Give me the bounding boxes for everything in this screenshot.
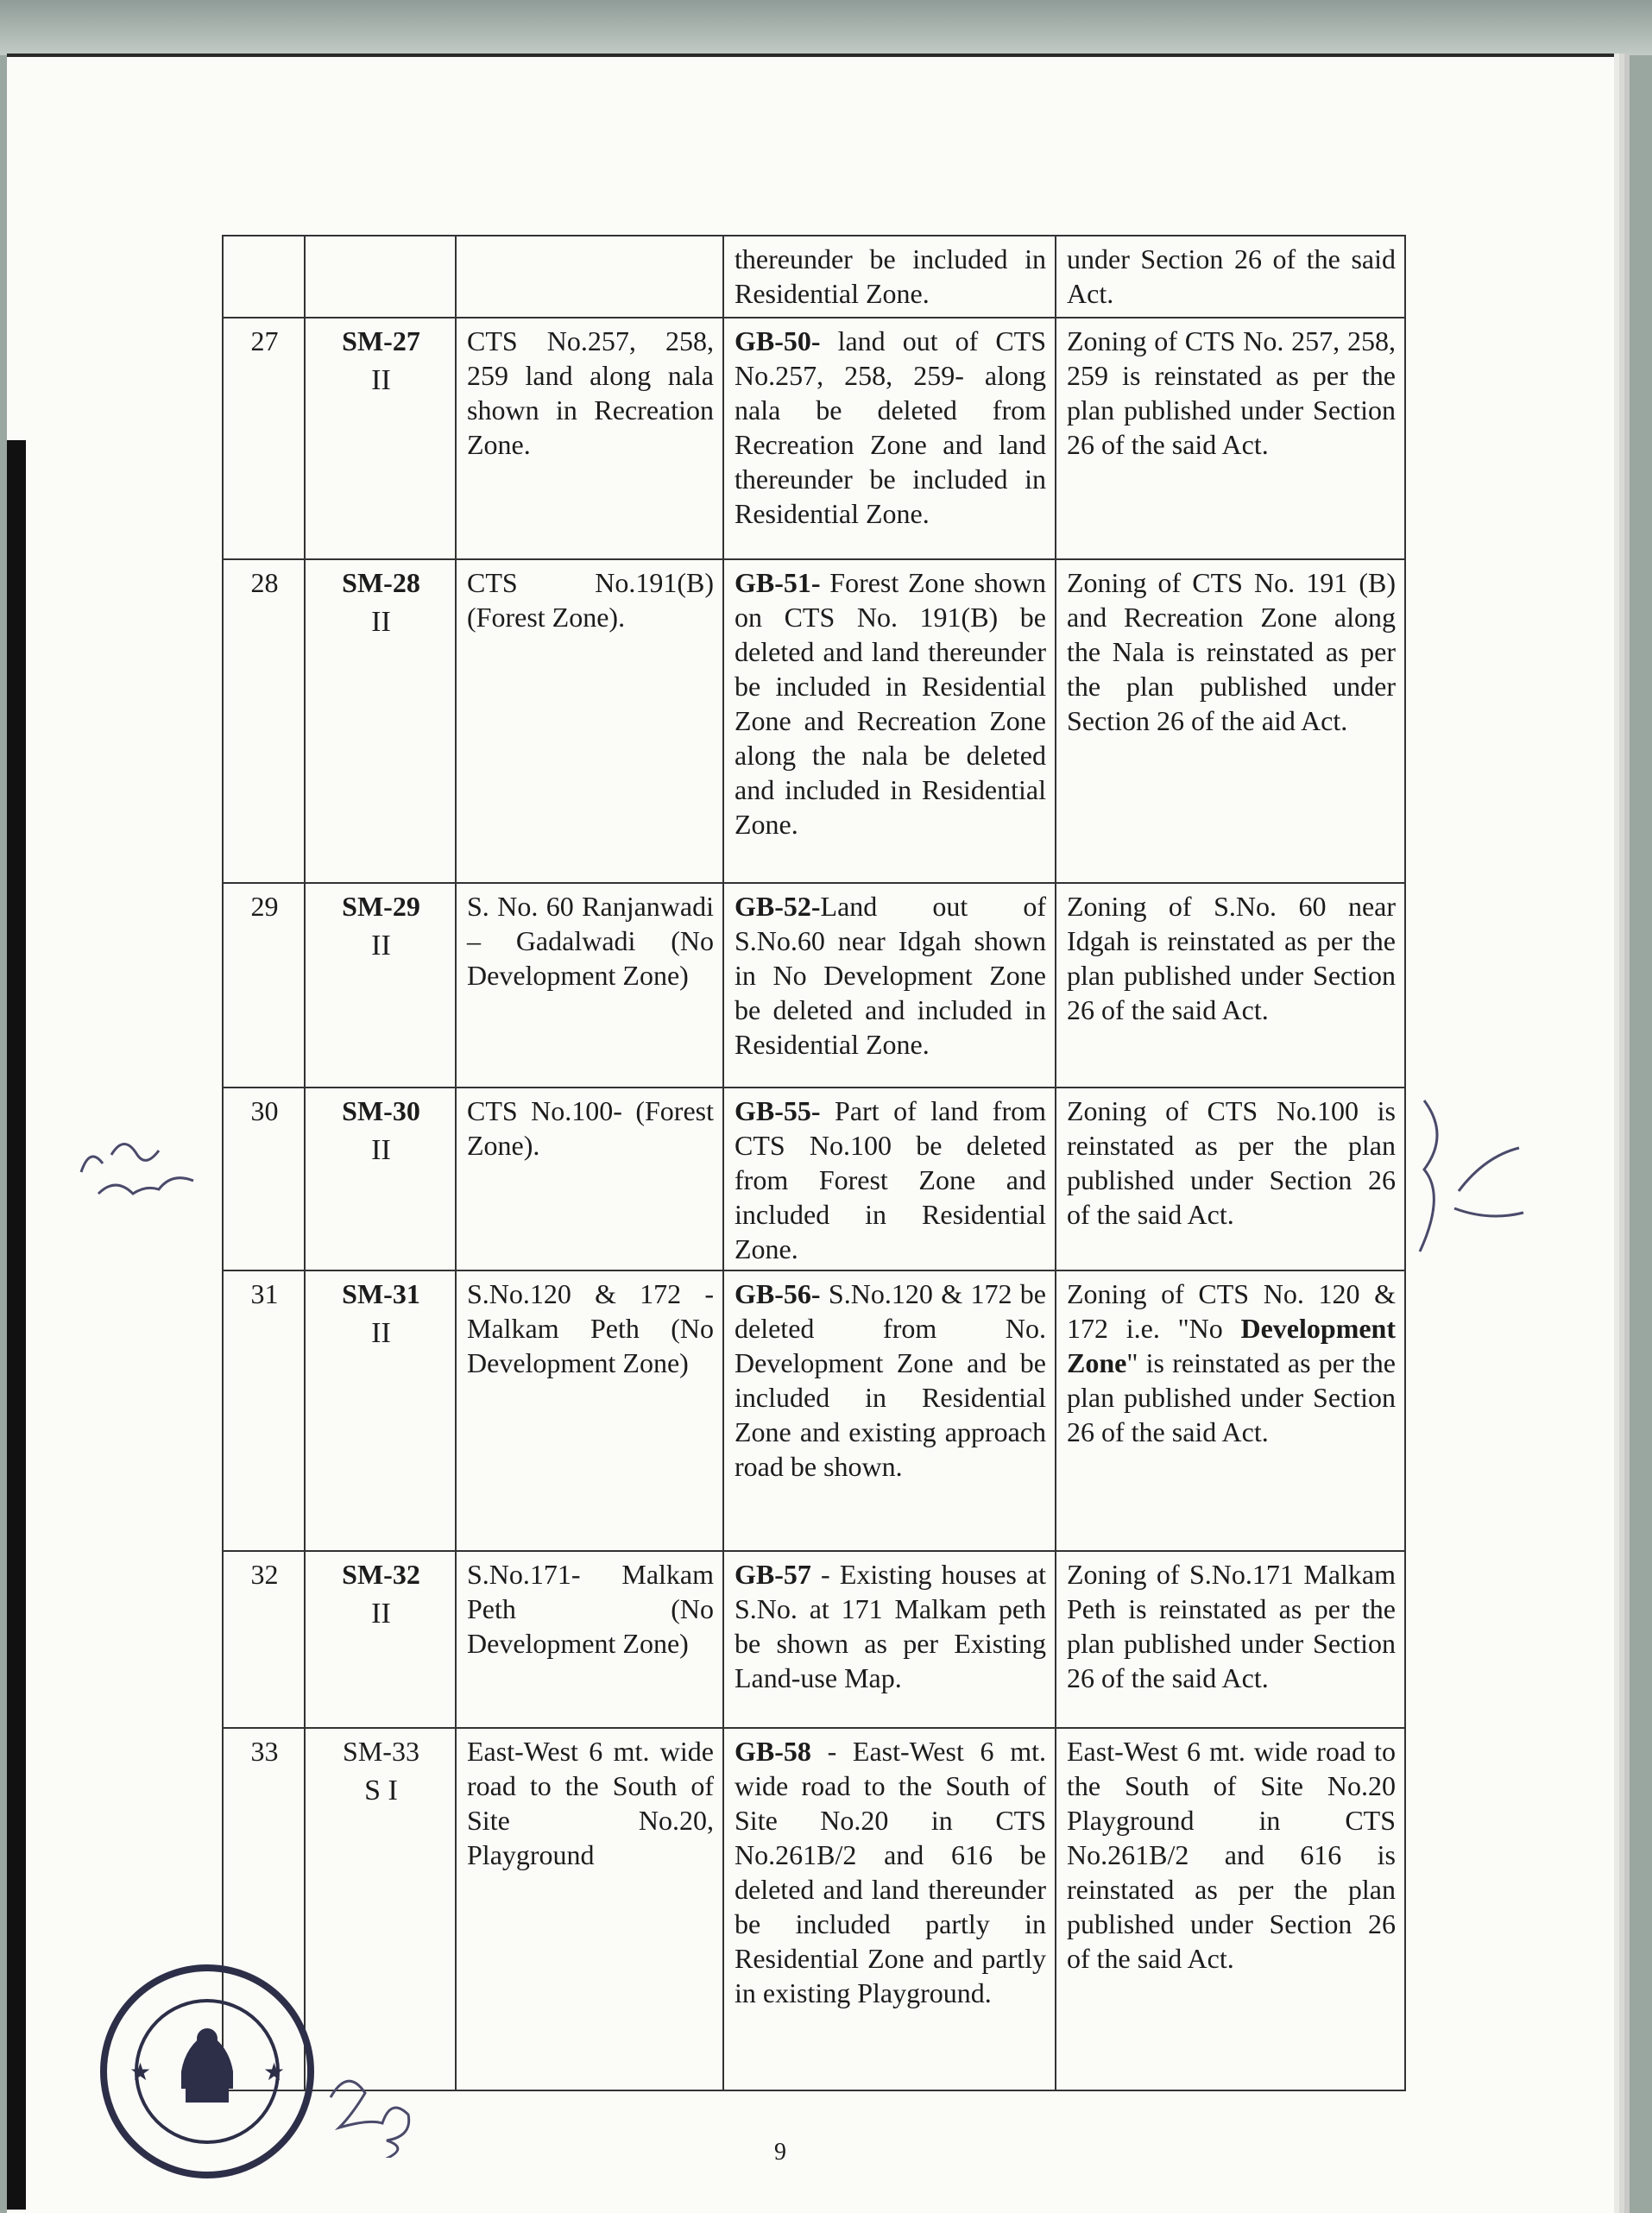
handwritten-initials bbox=[318, 2063, 421, 2158]
table-row bbox=[223, 318, 1405, 559]
proposal-text: Part of land from CTS No.100 be deleted from Forest Zone and included in Residential Zone. bbox=[735, 1095, 1047, 1264]
serial-cell: 32 bbox=[223, 1551, 305, 1728]
decision-cell: Zoning of CTS No.100 is reinstated as per the plan published under Section 26 of the said Act. bbox=[1056, 1088, 1405, 1270]
code-cell bbox=[305, 318, 456, 559]
decision-table bbox=[222, 235, 1406, 2091]
serial-cell bbox=[223, 236, 305, 318]
description-cell: S.No.171- Malkam Peth (No Development Zone) bbox=[456, 1551, 723, 1728]
svg-text:★: ★ bbox=[263, 2059, 286, 2086]
serial-cell: 30 bbox=[223, 1088, 305, 1270]
gb-code: GB-56- bbox=[735, 1278, 821, 1309]
description-cell bbox=[456, 236, 723, 318]
decision-cell: East-West 6 mt. wide road to the South of Site No.20 Playground in CTS No.261B/2 and 616 is reinstated as per the plan published under Section 26 of the said Act. bbox=[1056, 1728, 1405, 2090]
serial-cell: 27 bbox=[223, 318, 305, 559]
code-cell bbox=[305, 1551, 456, 1728]
page-number: 9 bbox=[774, 2139, 786, 2166]
scan-left-edge bbox=[7, 440, 26, 2210]
proposal-text: land out of CTS No.257, 258, 259- along nala be deleted from Recreation Zone and land thereunder be included in Residential Zone. bbox=[735, 325, 1046, 529]
handwritten-mark: II bbox=[371, 364, 391, 396]
proposal-cell bbox=[723, 1088, 1056, 1270]
decision-text-end: " is reinstated as per the plan published under Section 26 of the said Act. bbox=[1067, 1347, 1396, 1447]
proposal-cell bbox=[723, 559, 1056, 883]
proposal-cell: thereunder be included in Residential Zone. bbox=[723, 236, 1056, 318]
sm-code: SM-33 bbox=[343, 1736, 419, 1767]
handwritten-mark: II bbox=[371, 1598, 391, 1630]
proposal-text: Land out of S.No.60 near Idgah shown in No Development Zone be deleted and included in Residential Zone. bbox=[735, 891, 1046, 1060]
decision-cell: Zoning of CTS No. 191 (B) and Recreation Zone along the Nala is reinstated as per the plan published under Section 26 of the aid Act. bbox=[1056, 559, 1405, 883]
description-cell: S. No. 60 Ranjanwadi – Gadalwadi (No Development Zone) bbox=[456, 883, 723, 1088]
gb-code: GB-58 bbox=[735, 1736, 811, 1767]
description-cell: East-West 6 mt. wide road to the South of Site No.20, Playground bbox=[456, 1728, 723, 2090]
handwritten-mark: II bbox=[371, 1134, 391, 1166]
proposal-cell bbox=[723, 1728, 1056, 2090]
serial-cell: 28 bbox=[223, 559, 305, 883]
code-cell bbox=[305, 559, 456, 883]
proposal-cell bbox=[723, 883, 1056, 1088]
handwritten-brace-mark bbox=[1407, 1096, 1528, 1260]
office-seal-stamp bbox=[86, 1959, 328, 2184]
gb-code: GB-51- bbox=[735, 567, 821, 598]
table-row bbox=[223, 1551, 1405, 1728]
code-cell bbox=[305, 1270, 456, 1551]
table-row bbox=[223, 1728, 1405, 2090]
decision-cell bbox=[1056, 1270, 1405, 1551]
serial-cell: 31 bbox=[223, 1270, 305, 1551]
handwritten-mark: II bbox=[371, 606, 391, 638]
sm-code: SM-32 bbox=[342, 1559, 420, 1590]
description-cell: CTS No.257, 258, 259 land along nala shown in Recreation Zone. bbox=[456, 318, 723, 559]
proposal-cell bbox=[723, 1551, 1056, 1728]
decision-bold-text: Development Zone bbox=[1067, 1313, 1396, 1378]
proposal-text: - East-West 6 mt. wide road to the South of Site No.20 in CTS No.261B/2 and 616 be deleted and land thereunder be included partly in Residential Zone and partly in existing Playground. bbox=[735, 1736, 1047, 2008]
proposal-text: S.No.120 & 172 be deleted from No. Development Zone and be included in Residential Zone and existing approach road be shown. bbox=[735, 1278, 1047, 1482]
description-cell: S.No.120 & 172 - Malkam Peth (No Development Zone) bbox=[456, 1270, 723, 1551]
sm-code: SM-30 bbox=[342, 1095, 420, 1126]
scan-top-strip bbox=[0, 0, 1652, 55]
sm-code: SM-29 bbox=[342, 891, 420, 922]
description-cell: CTS No.191(B) (Forest Zone). bbox=[456, 559, 723, 883]
code-cell bbox=[305, 1088, 456, 1270]
sm-code: SM-27 bbox=[342, 325, 420, 356]
proposal-cell bbox=[723, 1270, 1056, 1551]
handwritten-mark: II bbox=[371, 930, 391, 961]
gb-code: GB-50- bbox=[735, 325, 821, 356]
svg-text:★: ★ bbox=[129, 2059, 152, 2086]
gb-code: GB-55- bbox=[735, 1095, 821, 1126]
sm-code: SM-28 bbox=[342, 567, 420, 598]
decision-text: Zoning of CTS No. 120 & 172 i.e. "No bbox=[1067, 1278, 1396, 1344]
table-row bbox=[223, 883, 1405, 1088]
serial-cell: 33 bbox=[223, 1728, 305, 2090]
proposal-cell bbox=[723, 318, 1056, 559]
decision-cell: Zoning of S.No.171 Malkam Peth is reinstated as per the plan published under Section 26 of the said Act. bbox=[1056, 1551, 1405, 1728]
table-row bbox=[223, 559, 1405, 883]
gb-code: GB-57 bbox=[735, 1559, 811, 1590]
handwritten-mark: S I bbox=[364, 1775, 398, 1806]
code-cell bbox=[305, 883, 456, 1088]
table-row bbox=[223, 1270, 1405, 1551]
decision-cell: under Section 26 of the said Act. bbox=[1056, 236, 1405, 318]
table-row bbox=[223, 236, 1405, 318]
code-cell bbox=[305, 236, 456, 318]
decision-cell: Zoning of S.No. 60 near Idgah is reinstated as per the plan published under Section 26 of the said Act. bbox=[1056, 883, 1405, 1088]
handwritten-mark: II bbox=[371, 1317, 391, 1349]
sm-code: SM-31 bbox=[342, 1278, 420, 1309]
proposal-text: - Existing houses at S.No. at 171 Malkam peth be shown as per Existing Land-use Map. bbox=[735, 1559, 1047, 1693]
serial-cell: 29 bbox=[223, 883, 305, 1088]
description-cell: CTS No.100- (Forest Zone). bbox=[456, 1088, 723, 1270]
table-row bbox=[223, 1088, 1405, 1270]
proposal-text: Forest Zone shown on CTS No. 191(B) be deleted and land thereunder be included in Residential Zone and Recreation Zone along the nala be deleted and included in Residential Zone. bbox=[735, 567, 1047, 840]
decision-cell: Zoning of CTS No. 257, 258, 259 is reinstated as per the plan published under Section 26 of the said Act. bbox=[1056, 318, 1405, 559]
gb-code: GB-52- bbox=[735, 891, 821, 922]
handwritten-margin-note bbox=[73, 1120, 219, 1207]
